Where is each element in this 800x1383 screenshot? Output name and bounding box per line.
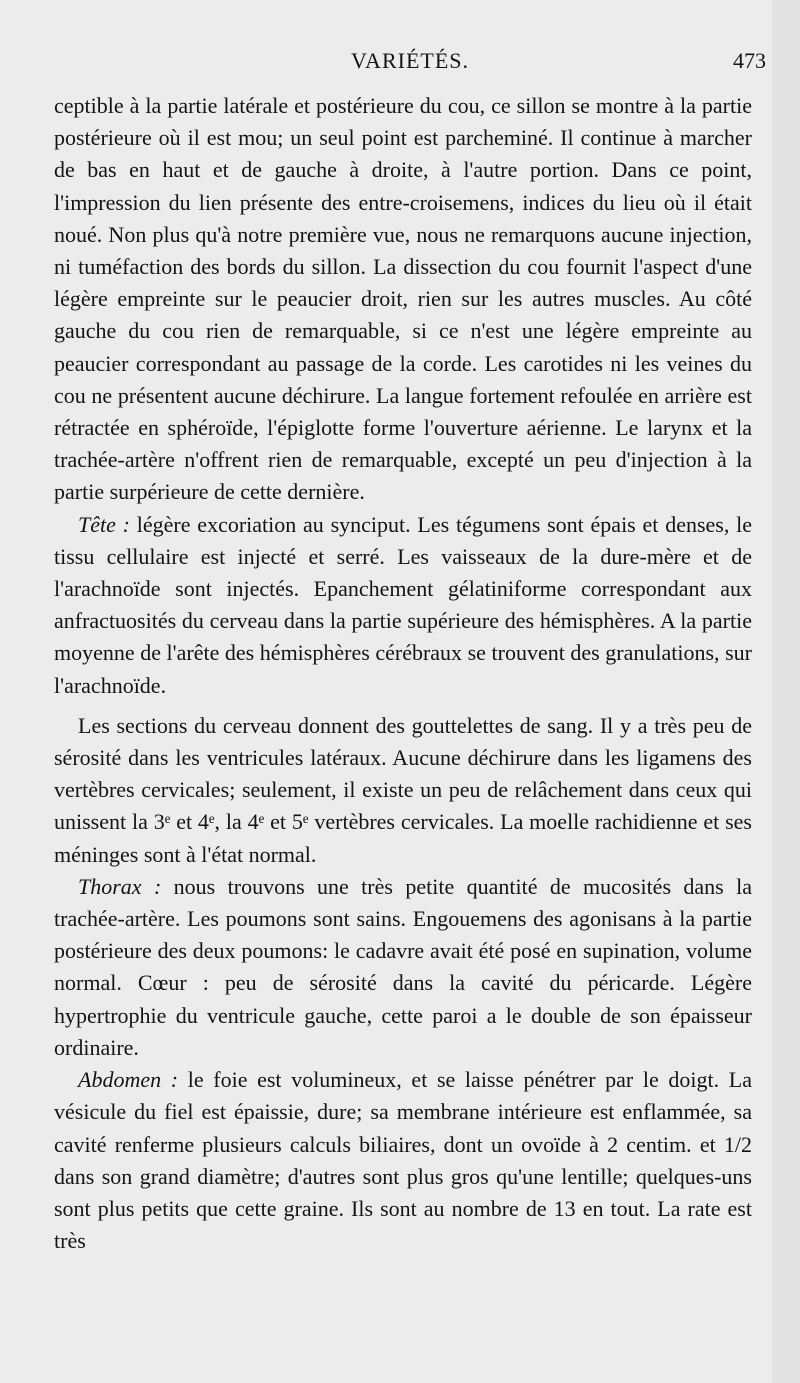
- paragraph-text: nous trouvons une très petite quantité de mucosités dans la trachée-artère. Les poumons sont sains. Engouemens des agonisans à la partie postérieure des deux poumons: le cadavre avait été posé en supination, volume normal. Cœur : peu de sérosité dans la cavité du péricarde. Légère hypertrophie du ventricule gauche, cette paroi a le double de son épaisseur ordinaire.: [54, 873, 752, 1060]
- page-header: [54, 48, 766, 88]
- section-label-thorax: Thorax :: [78, 873, 162, 899]
- paragraph-text: ceptible à la partie latérale et postérieure du cou, ce sillon se montre à la partie postérieure où il est mou; un seul point est parcheminé. Il continue à marcher de bas en haut et de gauche à droite, à l'autre portion. Dans ce point, l'impression du lien présente des entre-croisemens, indices du lieu où il était noué. Non plus qu'à notre première vue, nous ne remarquons aucune injection, ni tuméfaction des bords du sillon. La dissection du cou fournit l'aspect d'une légère empreinte sur le peaucier droit, rien sur les autres muscles. Au côté gauche du cou rien de remarquable, si ce n'est une légère empreinte au peaucier correspondant au passage de la corde. Les carotides ni les veines du cou ne présentent aucune déchirure. La langue fortement refoulée en arrière est rétractée en sphéroïde, l'épiglotte forme l'ouverture aérienne. Le larynx et la trachée-artère n'offrent rien de remarquable, excepté un peu d'injection à la partie surpérieure de cette dernière.: [54, 93, 752, 505]
- section-label-abdomen: Abdomen :: [78, 1067, 179, 1093]
- paragraph-brain-sections: [54, 710, 752, 871]
- section-label-head: Tête :: [78, 511, 130, 537]
- paragraph-thorax-findings: [54, 871, 752, 1064]
- paragraph-text: légère excoriation au synciput. Les tégumens sont épais et denses, le tissu cellulaire est injecté et serré. Les vaisseaux de la dure-mère et de l'arachnoïde sont injectés. Epanchement gélatiniforme correspondant aux anfractuosités du cerveau dans la partie supérieure des hémisphères. A la partie moyenne de l'arête des hémisphères cérébraux se trouvent des granulations, sur l'arachnoïde.: [54, 511, 753, 698]
- paragraph-head-findings: [54, 509, 752, 702]
- paragraph-text: le foie est volumineux, et se laisse pénétrer par le doigt. La vésicule du fiel est épaissie, dure; sa membrane intérieure est enflammée, sa cavité renferme plusieurs calculs biliaires, dont un ovoïde à 2 centim. et 1/2 dans son grand diamètre; d'autres sont plus gros qu'une lentille; quelques-uns sont plus petits que cette graine. Ils sont au nombre de 13 en tout. La rate est très: [54, 1067, 753, 1254]
- paragraph-continuation: [54, 90, 752, 509]
- page-number: 473: [733, 48, 766, 73]
- paragraph-abdomen-findings: [54, 1064, 752, 1257]
- running-head: VARIÉTÉS.: [351, 48, 469, 73]
- paragraph-text: Les sections du cerveau donnent des gouttelettes de sang. Il y a très peu de sérosité dans les ventricules latéraux. Aucune déchirure dans les ligamens des vertèbres cervicales; seulement, il existe un peu de relâchement dans ceux qui unissent la 3ᵉ et 4ᵉ, la 4ᵉ et 5ᵉ vertèbres cervicales. La moelle rachidienne et ses méninges sont à l'état normal.: [54, 712, 752, 867]
- text-body: [54, 90, 752, 1257]
- page-edge-shading: [772, 0, 800, 1383]
